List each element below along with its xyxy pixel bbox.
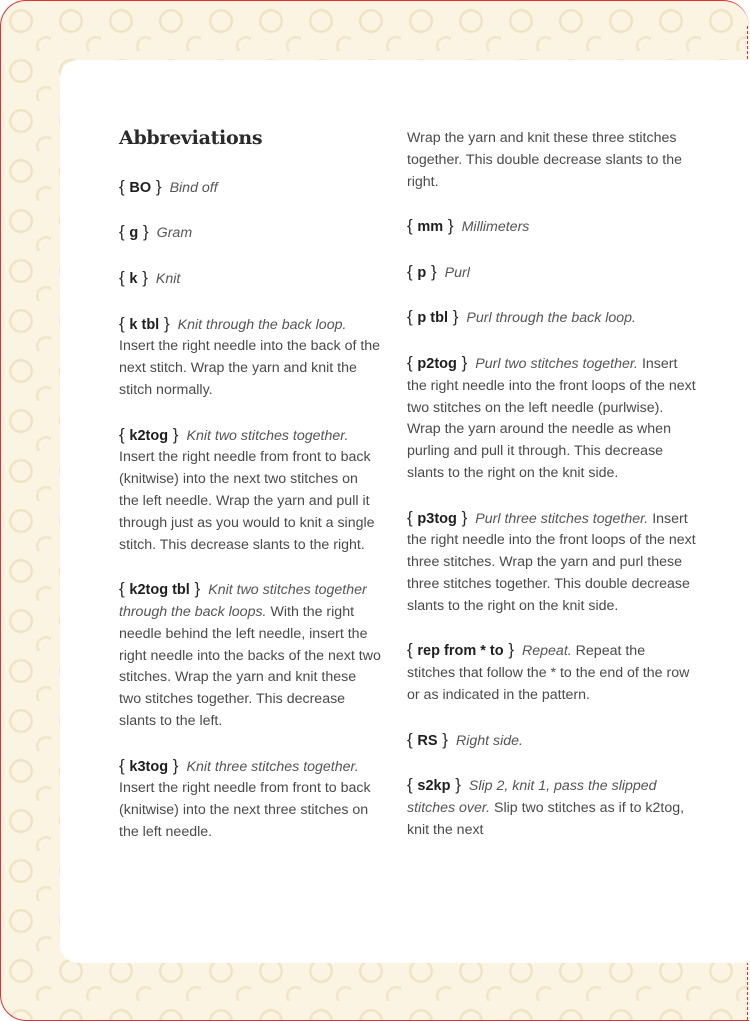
page-title: Abbreviations (119, 127, 263, 149)
abbreviation-entry (407, 215, 697, 239)
abbreviation-definition: Knit three stitches together. (186, 758, 359, 775)
abbreviation-definition: Purl two stitches together. (475, 355, 638, 372)
abbreviation-definition: Millimeters (461, 219, 530, 236)
abbreviation-entry (407, 729, 697, 753)
abbreviation-entry (119, 221, 381, 245)
open-brace: { (119, 222, 130, 242)
open-brace: { (119, 424, 130, 444)
abbreviation-description: Insert the right needle from front to back (knitwise) into the next three stitches on the left needle. (119, 780, 371, 840)
close-brace: } (159, 313, 170, 333)
open-brace: { (119, 755, 130, 775)
abbreviation-definition: Bind off (169, 179, 218, 196)
close-brace: } (503, 640, 515, 660)
open-brace: { (407, 640, 418, 660)
abbreviation-term: k tbl (129, 316, 160, 333)
abbreviation-description: Insert the right needle into the back of the next stitch. Wrap the yarn and knit the stitch normally. (119, 338, 381, 398)
abbreviation-entry (407, 306, 697, 330)
abbreviation-entry (119, 424, 381, 557)
close-brace: } (151, 176, 162, 196)
open-brace: { (407, 775, 418, 795)
continuation-text: Wrap the yarn and knit these three stitches together. This double decrease slants to the right. (407, 130, 682, 190)
abbreviation-definition: Right side. (455, 732, 523, 749)
open-brace: { (407, 261, 418, 281)
left-column (119, 128, 381, 866)
open-brace: { (119, 313, 130, 333)
abbreviation-entry (119, 176, 381, 200)
open-brace: { (407, 352, 418, 372)
left-entries (119, 176, 381, 844)
close-brace: } (168, 424, 179, 444)
close-brace: } (137, 267, 148, 287)
abbreviation-term: BO (129, 179, 152, 196)
open-brace: { (119, 579, 130, 599)
close-brace: } (426, 261, 437, 281)
abbreviation-description: Slip two stitches as if to k2tog, knit the next (407, 799, 685, 838)
abbreviation-entry (119, 313, 381, 402)
abbreviation-definition: Purl through the back loop. (466, 310, 636, 327)
abbreviation-term: p2tog (417, 355, 457, 372)
open-brace: { (407, 216, 418, 236)
abbreviation-description: With the right needle behind the left needle, insert the right needle into the backs of the next two stitches. Wrap the yarn and knit these two stitches together. This decrease slants to the left. (119, 603, 381, 729)
abbreviation-term: k2tog tbl (129, 582, 190, 599)
close-brace: } (456, 507, 468, 527)
abbreviation-definition: Slip 2, knit 1, pass the slipped stitches over. (407, 778, 657, 816)
abbreviation-description: Insert the right needle from front to back (knitwise) into the next two stitches on the left needle. Wrap the yarn and pull it through just as you would to knit a single stitch. This decrease slants to the right. (119, 449, 375, 553)
abbreviation-definition: Gram (156, 225, 193, 242)
abbreviation-term: RS (417, 732, 438, 749)
abbreviation-entry (407, 639, 697, 706)
abbreviation-entry (119, 578, 381, 733)
abbreviation-term: p (417, 264, 427, 281)
abbreviation-entry (119, 755, 381, 844)
right-column (407, 128, 697, 863)
open-brace: { (407, 307, 418, 327)
abbreviation-description: Insert the right needle into the front loops of the next three stitches. Wrap the yarn and purl these three stitches together. This double decrease slants to the right on the knit side. (407, 510, 696, 614)
abbreviation-term: s2kp (417, 778, 451, 795)
abbreviation-term: p3tog (417, 510, 457, 527)
abbreviation-definition: Knit (155, 270, 181, 287)
abbreviation-description: Repeat the stitches that follow the * to the end of the row or as indicated in the pattern. (407, 643, 690, 703)
abbreviation-entry (119, 267, 381, 291)
abbreviation-definition: Repeat. (522, 643, 572, 660)
abbreviation-term: k2tog (129, 427, 169, 444)
open-brace: { (119, 176, 130, 196)
content-page (60, 60, 750, 963)
close-brace: } (443, 216, 454, 236)
abbreviation-entry (407, 261, 697, 285)
abbreviation-description: Insert the right needle into the front loops of the next two stitches on the left needle (purlwise). Wrap the yarn around the needle as when purling and pull it through. This decrease slants to the right on the knit side. (407, 355, 696, 481)
right-entries (407, 215, 697, 841)
abbreviation-term: rep from * to (417, 643, 504, 660)
close-brace: } (168, 755, 179, 775)
close-brace: } (448, 307, 459, 327)
abbreviation-entry (407, 352, 697, 485)
abbreviation-term: mm (417, 219, 444, 236)
abbreviation-entry (407, 507, 697, 618)
open-brace: { (407, 507, 418, 527)
open-brace: { (407, 729, 418, 749)
abbreviation-definition: Purl three stitches together. (475, 510, 649, 527)
abbreviation-definition: Purl (444, 264, 470, 281)
abbreviation-definition: Knit two stitches together through the back loops. (119, 582, 367, 620)
abbreviation-entry (407, 774, 697, 841)
abbreviation-term: p tbl (417, 310, 449, 327)
close-brace: } (189, 579, 201, 599)
abbreviation-term: k (129, 270, 138, 287)
abbreviation-term: k3tog (129, 758, 169, 775)
abbreviation-definition: Knit through the back loop. (177, 316, 347, 333)
close-brace: } (437, 729, 448, 749)
close-brace: } (450, 775, 461, 795)
close-brace: } (456, 352, 468, 372)
abbreviation-term: g (129, 225, 139, 242)
abbreviation-definition: Knit two stitches together. (186, 427, 349, 444)
open-brace: { (119, 267, 130, 287)
close-brace: } (138, 222, 149, 242)
